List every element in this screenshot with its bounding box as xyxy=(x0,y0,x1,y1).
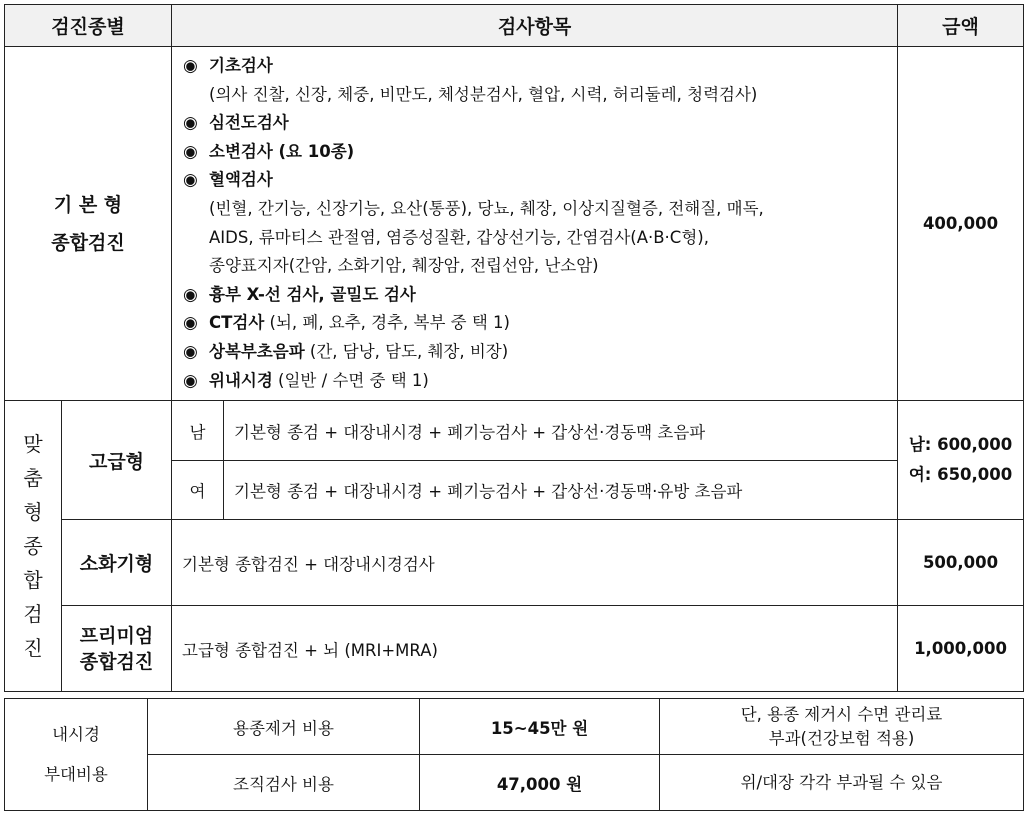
basic-name: 기 본 형 종합검진 xyxy=(5,47,172,401)
basic-item-title: 혈액검사 xyxy=(209,170,273,190)
basic-price: 400,000 xyxy=(898,47,1024,401)
basic-item: 종양표지자(간암, 소화기암, 췌장암, 전립선암, 난소암) xyxy=(209,256,599,276)
basic-item-detail: (간, 담낭, 담도, 췌장, 비장) xyxy=(304,341,509,361)
female-desc: 기본형 종검 + 대장내시경 + 폐기능검사 + 갑상선·경동맥·유방 초음파 xyxy=(224,461,898,520)
premium-grade-name: 고급형 xyxy=(62,401,172,520)
digestive-desc: 기본형 종합검진 + 대장내시경검사 xyxy=(172,520,898,606)
basic-item xyxy=(183,338,897,367)
premium-grade-price: 남: 600,000 여: 650,000 xyxy=(898,401,1024,520)
basic-item xyxy=(183,109,897,138)
basic-item xyxy=(183,138,897,167)
premium-desc: 고급형 종합검진 + 뇌 (MRI+MRA) xyxy=(172,606,898,692)
basic-item: (의사 진찰, 신장, 체중, 비만도, 체성분검사, 혈압, 시력, 허리둘레, 청력검사) xyxy=(209,84,758,104)
extra-row-2 xyxy=(5,755,1024,811)
bullet-icon: ◉ xyxy=(183,341,198,362)
basic-row xyxy=(5,47,1024,401)
custom-vertical-label: 맞 춤 형 종 합 검 진 xyxy=(5,401,62,692)
extra-item-2: 조직검사 비용 xyxy=(148,755,420,811)
basic-item-title: 위내시경 xyxy=(209,370,273,390)
extra-row-1 xyxy=(5,699,1024,755)
table-header-row xyxy=(5,5,1024,47)
premium-row xyxy=(5,606,1024,692)
basic-item-detail: (뇌, 폐, 요추, 경추, 복부 중 택 1) xyxy=(264,313,510,333)
basic-items xyxy=(172,47,898,401)
bullet-icon: ◉ xyxy=(183,170,198,191)
grade-male-row xyxy=(5,401,1024,461)
extra-item-1: 용종제거 비용 xyxy=(148,699,420,755)
bullet-icon: ◉ xyxy=(183,113,198,134)
premium-price: 1,000,000 xyxy=(898,606,1024,692)
male-desc: 기본형 종검 + 대장내시경 + 폐기능검사 + 갑상선·경동맥 초음파 xyxy=(224,401,898,461)
header-items: 검사항목 xyxy=(172,5,898,47)
basic-item xyxy=(183,52,897,81)
bullet-icon: ◉ xyxy=(183,370,198,391)
basic-item xyxy=(183,281,897,310)
digestive-name: 소화기형 xyxy=(62,520,172,606)
digestive-price: 500,000 xyxy=(898,520,1024,606)
header-type: 검진종별 xyxy=(5,5,172,47)
checkup-table xyxy=(4,4,1024,692)
extra-note-1: 단, 용종 제거시 수면 관리료 부과(건강보험 적용) xyxy=(660,699,1024,755)
extra-label: 내시경 부대비용 xyxy=(5,699,148,811)
extra-cost-2: 47,000 원 xyxy=(420,755,660,811)
bullet-icon: ◉ xyxy=(183,313,198,334)
basic-item xyxy=(183,309,897,338)
extra-cost-table xyxy=(4,698,1024,811)
basic-item-title: 흉부 X-선 검사, 골밀도 검사 xyxy=(209,284,416,304)
extra-cost-1: 15~45만 원 xyxy=(420,699,660,755)
bullet-icon: ◉ xyxy=(183,141,198,162)
basic-item-detail: (일반 / 수면 중 택 1) xyxy=(272,370,429,390)
header-price: 금액 xyxy=(898,5,1024,47)
male-label: 남 xyxy=(172,401,224,461)
basic-item xyxy=(183,166,897,195)
basic-item-title: CT검사 xyxy=(209,313,265,333)
basic-item: AIDS, 류마티스 관절염, 염증성질환, 갑상선기능, 간염검사(A·B·C형), xyxy=(209,227,709,247)
basic-item-title: 심전도검사 xyxy=(209,113,289,133)
basic-items-list xyxy=(183,52,897,395)
basic-item xyxy=(183,367,897,396)
basic-item-title: 상복부초음파 xyxy=(209,341,305,361)
digestive-row xyxy=(5,520,1024,606)
basic-item-title: 소변검사 (요 10종) xyxy=(209,141,355,161)
female-label: 여 xyxy=(172,461,224,520)
basic-item-title: 기초검사 xyxy=(209,56,273,75)
premium-name: 프리미엄 종합검진 xyxy=(62,606,172,692)
bullet-icon: ◉ xyxy=(183,56,198,76)
extra-note-2: 위/대장 각각 부과될 수 있음 xyxy=(660,755,1024,811)
bullet-icon: ◉ xyxy=(183,284,198,305)
basic-item: (빈혈, 간기능, 신장기능, 요산(통풍), 당뇨, 췌장, 이상지질혈증, 전해질, 매독, xyxy=(209,198,764,218)
